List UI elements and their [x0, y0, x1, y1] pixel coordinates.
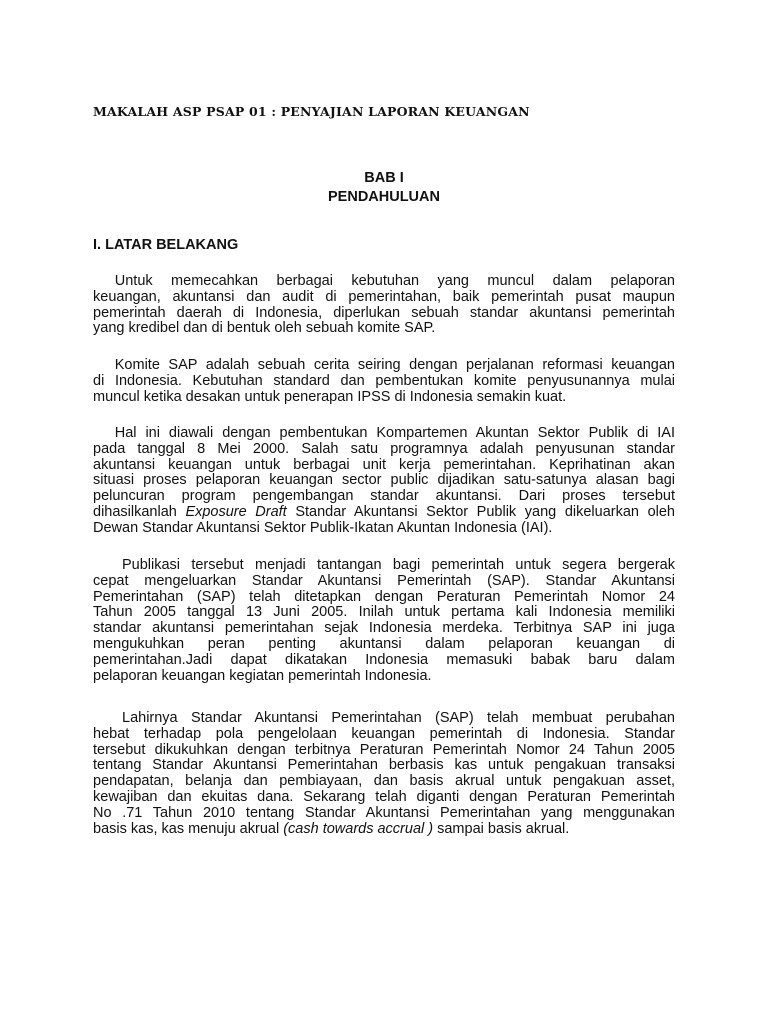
paragraph-line: muncul ketika desakan untuk penerapan IPSS di Indonesia semakin kuat. [93, 389, 567, 405]
paragraph-line: tentang Standar Akuntansi Pemerintahan berbasis kas untuk pengakuan transaksi [93, 758, 675, 774]
paragraph-2 [93, 358, 675, 405]
document-title: MAKALAH ASP PSAP 01 : PENYAJIAN LAPORAN KEUANGAN [93, 104, 530, 119]
paragraph-line: mengukuhkan peran penting akuntansi dalam pelaporan keuangan di [93, 636, 675, 652]
paragraph-line: Publikasi tersebut menjadi tantangan bagi pemerintah untuk segera bergerak [122, 558, 675, 573]
paragraph-line: basis kas, kas menuju akrual (cash towards accrual ) sampai basis akrual. [93, 821, 570, 837]
paragraph-line: hebat terhadap pola pengelolaan keuangan pemerintah di Indonesia. Standar [93, 726, 675, 742]
paragraph-line: Komite SAP adalah sebuah cerita seiring dengan perjalanan reformasi keuangan [114, 358, 675, 373]
paragraph-line: cepat mengeluarkan Standar Akuntansi Pemerintah (SAP). Standar Akuntansi [93, 573, 675, 589]
chapter-number: BAB I [364, 170, 404, 186]
paragraph-4 [93, 558, 675, 684]
paragraph-line: dihasilkanlah Exposure Draft Standar Akuntansi Sektor Publik yang dikeluarkan oleh [93, 504, 675, 520]
paragraph-line: pelaporan keuangan kegiatan pemerintah Indonesia. [93, 668, 432, 684]
paragraph-line: keuangan, akuntansi dan audit di pemerintahan, baik pemerintah pusat maupun [93, 289, 675, 305]
paragraph-line: peluncuran program pengembangan standar akuntansi. Dari proses tersebut [93, 489, 675, 505]
italic-term: (cash towards accrual ) [283, 821, 434, 837]
paragraph-line: yang kredibel dan di bentuk oleh sebuah komite SAP. [93, 321, 436, 337]
paragraph-line: kewajiban dan ekuitas dana. Sekarang telah diganti dengan Peraturan Pemerintah [93, 789, 675, 805]
paragraph-line: akuntansi keuangan untuk berbagai unit kerja pemerintahan. Keprihatinan akan [93, 457, 675, 473]
chapter-heading [0, 169, 768, 207]
section-heading: I. LATAR BELAKANG [93, 237, 239, 253]
paragraph-line: di Indonesia. Kebutuhan standard dan pembentukan komite penyusunannya mulai [93, 373, 675, 389]
paragraph-3 [93, 426, 675, 537]
paragraph-1 [93, 274, 675, 337]
paragraph-line: pemerintah daerah di Indonesia, diperlukan sebuah standar akuntansi pemerintah [93, 305, 675, 321]
italic-term: Exposure Draft [185, 504, 287, 520]
paragraph-line: Pemerintahan (SAP) telah ditetapkan dengan Peraturan Pemerintah Nomor 24 [93, 589, 675, 605]
paragraph-line: pemerintahan.Jadi dapat dikatakan Indonesia memasuki babak baru dalam [93, 652, 675, 668]
paragraph-line: pendapatan, belanja dan pembiayaan, dan basis akrual untuk pengakuan asset, [93, 774, 675, 790]
paragraph-line: Dewan Standar Akuntansi Sektor Publik-Ikatan Akuntan Indonesia (IAI). [93, 520, 553, 536]
paragraph-line: Hal ini diawali dengan pembentukan Kompartemen Akuntan Sektor Publik di IAI [114, 426, 675, 441]
paragraph-5 [93, 711, 675, 837]
paragraph-line: Tahun 2005 tanggal 13 Juni 2005. Inilah untuk pertama kali Indonesia memiliki [93, 605, 675, 621]
paragraph-line: situasi proses pelaporan keuangan sector public dijadikan satu-satunya alasan bagi [93, 473, 675, 489]
paragraph-line: No .71 Tahun 2010 tentang Standar Akuntansi Pemerintahan yang menggunakan [93, 805, 675, 821]
paragraph-line: Lahirnya Standar Akuntansi Pemerintahan (SAP) telah membuat perubahan [122, 711, 675, 726]
paragraph-line: standar akuntansi pemerintahan sejak Indonesia merdeka. Terbitnya SAP ini juga [93, 621, 675, 637]
paragraph-line: tersebut dikukuhkan dengan terbitnya Peraturan Pemerintah Nomor 24 Tahun 2005 [93, 742, 675, 758]
paragraph-line: pada tanggal 8 Mei 2000. Salah satu programnya adalah penyusunan standar [93, 441, 675, 457]
chapter-title: PENDAHULUAN [328, 189, 440, 205]
paragraph-line: Untuk memecahkan berbagai kebutuhan yang muncul dalam pelaporan [114, 274, 675, 289]
